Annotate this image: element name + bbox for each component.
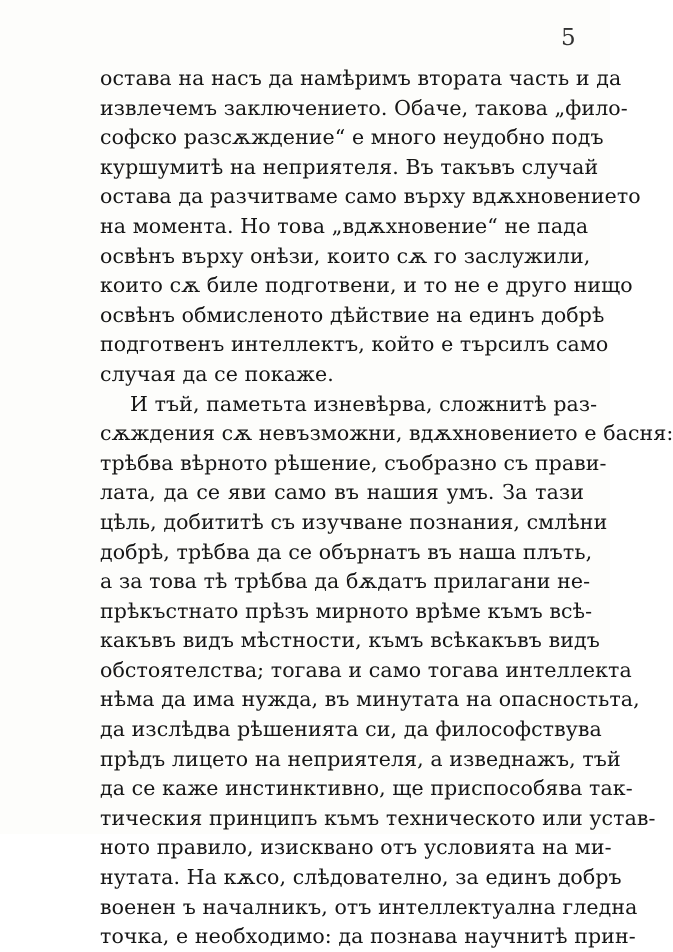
text-line: обстоятелства; тогава и само тогава интеллекта	[100, 657, 632, 682]
text-line: прѣдъ лицето на неприятеля, а изведнажъ, тъй	[100, 746, 621, 771]
text-line: освѣнъ върху онѣзи, които сѫ го заслужили,	[100, 243, 591, 268]
text-line: нѣма да има нужда, въ минутата на опасностьта,	[100, 687, 640, 712]
text-line: извлечемъ заключението. Обаче, такова „фило-	[100, 95, 628, 120]
text-line: трѣбва вѣрното рѣшение, съобразно съ прави-	[100, 450, 607, 475]
text-line: на момента. Но това „вдѫхновение“ не пада	[100, 213, 589, 238]
text-line: които сѫ биле подготвени, и то не е друго нищо	[100, 273, 633, 298]
text-line: софско разсѫждение“ е много неудобно подъ	[100, 125, 604, 150]
text-line: куршумитѣ на неприятеля. Въ такъвъ случай	[100, 154, 599, 179]
paragraph-2	[100, 390, 673, 952]
text-line: подготвенъ интеллектъ, който е търсилъ само	[100, 332, 609, 357]
text-line: ното правило, изисквано отъ условията на ми-	[100, 835, 612, 860]
text-line: да се каже инстинктивно, ще приспособява так-	[100, 776, 633, 801]
paragraph-1	[100, 64, 641, 390]
page-number: 5	[561, 25, 576, 51]
text-line: лата, да се яви само въ нашия умъ. За тази	[100, 480, 584, 505]
text-line: нутата. На кѫсо, слѣдователно, за единъ добръ	[100, 865, 622, 890]
text-line: остава да разчитваме само върху вдѫхновението	[100, 184, 641, 209]
text-line: какъвъ видъ мѣстности, къмъ всѣкакъвъ видъ	[100, 628, 600, 653]
text-line: остава на насъ да намѣримъ втората часть и да	[100, 66, 622, 90]
text-line: прѣкъстнато прѣзъ мирното врѣме къмъ всѣ-	[100, 598, 593, 623]
text-line: цѣль, добититѣ съ изучване познания, смлѣни	[100, 509, 608, 534]
text-line: освѣнъ обмисленото дѣйствие на единъ добрѣ	[100, 302, 605, 327]
text-line: случая да се покаже.	[100, 361, 334, 386]
text-line: И тъй, паметьта изневѣрва, сложнитѣ раз-	[130, 391, 598, 416]
text-line: добрѣ, трѣбва да се обърнатъ въ наша плъть,	[100, 539, 593, 564]
body-text	[100, 64, 673, 952]
text-line: военен ъ началникъ, отъ интеллектуална гледна	[100, 894, 638, 919]
text-line: а за това тѣ трѣбва да бѫдатъ прилагани не-	[100, 569, 591, 594]
text-line: сѫждения сѫ невъзможни, вдѫхновението е басня:	[100, 421, 673, 446]
text-line: точка, е необходимо: да познава научнитѣ прин-	[100, 924, 636, 949]
text-line: тическия принципъ къмъ техническото или устав-	[100, 805, 656, 830]
text-line: да изслѣдва рѣшенията си, да философствува	[100, 717, 602, 742]
